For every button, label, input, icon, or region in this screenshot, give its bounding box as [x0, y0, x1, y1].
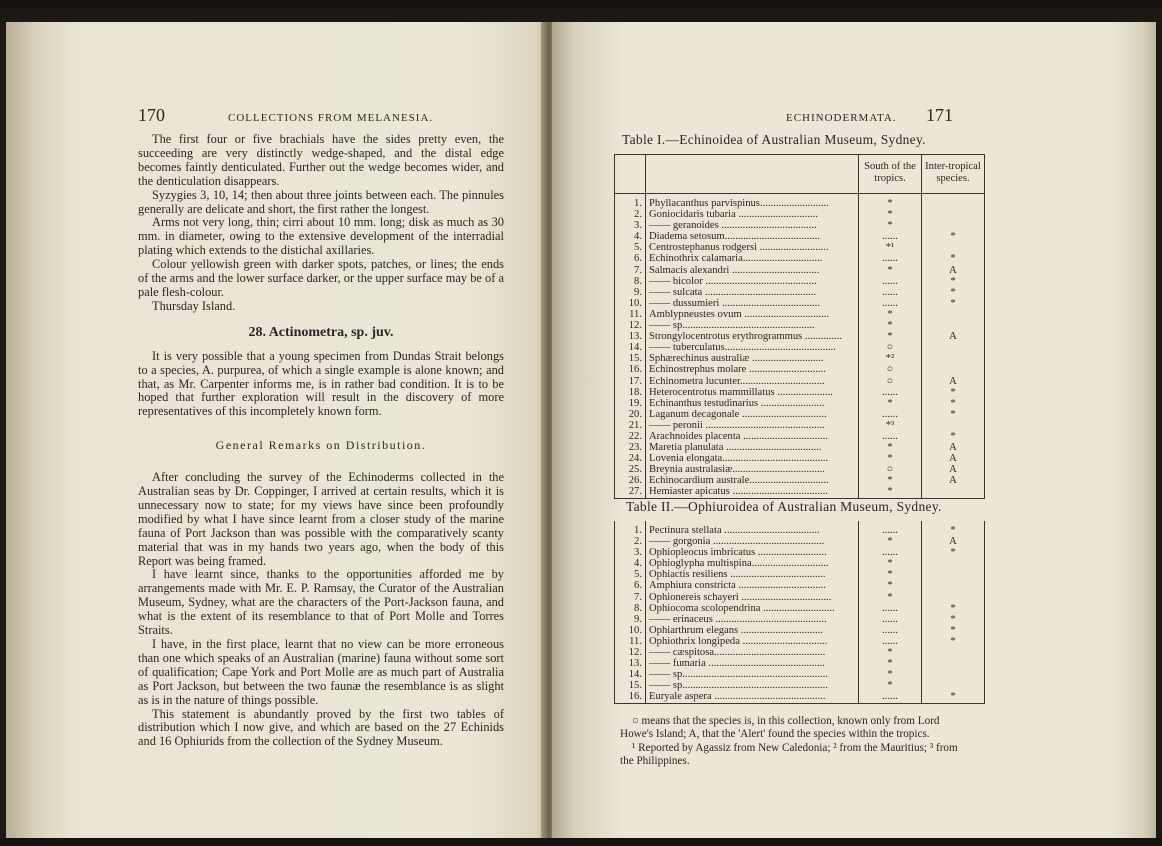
inter-mark: A	[949, 264, 957, 276]
south-mark: *	[859, 442, 922, 453]
table-notes	[620, 715, 960, 769]
table-row	[615, 464, 984, 475]
south-mark: *	[859, 658, 922, 669]
species-name: Salmacis alexandri .................................	[646, 265, 859, 276]
species-name: Euryale aspera ..........................................	[646, 691, 859, 702]
table1	[614, 154, 985, 499]
inter-mark: *	[950, 691, 956, 703]
row-number: 2.	[615, 536, 646, 547]
row-number: 16.	[615, 691, 646, 702]
species-name: Ophiocoma scolopendrina ...........................	[646, 603, 859, 614]
species-name: Centrostephanus rodgersi ..........................	[646, 242, 859, 253]
south-mark: *	[859, 398, 922, 409]
south-mark: *	[859, 647, 922, 658]
south-mark: *	[859, 194, 922, 210]
table-row	[615, 475, 984, 486]
inter-mark: *	[950, 297, 956, 309]
species-name: —— peronii .............................................	[646, 420, 859, 431]
species-name: Ophiopleocus imbricatus ..........................	[646, 547, 859, 558]
inter-mark: *	[950, 253, 956, 265]
species-name: Pectinura stellata ....................................	[646, 521, 859, 536]
species-name: Ophiothrix longipeda ................................	[646, 636, 859, 647]
south-mark: *³	[859, 420, 922, 431]
species-name: —— fumaria ............................................	[646, 658, 859, 669]
south-mark: *	[859, 580, 922, 591]
inter-mark: *	[950, 635, 956, 647]
inter-mark: A	[949, 464, 957, 476]
right-page	[552, 22, 1156, 838]
species-name: Echinometra lucunter................................	[646, 376, 859, 387]
inter-mark	[922, 558, 985, 569]
table2	[614, 521, 985, 704]
inter-mark	[922, 320, 985, 331]
south-mark: *	[859, 331, 922, 342]
body-paragraph: After concluding the survey of the Echinoderms collected in the Australian seas by Dr. Coppinger, I arrived at certain results, which it is unnecessary now to state; for my views have since been profoundly modified by what I have since learnt from a closer study of the marine fauna of Port Jackson than was possible with the comparatively scanty material that was in my hands two years ago, when the body of this Report was being framed.	[138, 470, 504, 568]
row-number: 22.	[615, 431, 646, 442]
inter-mark	[922, 364, 985, 375]
south-mark: *	[859, 680, 922, 691]
row-number: 7.	[615, 592, 646, 603]
row-number: 10.	[615, 298, 646, 309]
south-mark: ......	[859, 614, 922, 625]
south-mark: ......	[859, 287, 922, 298]
row-number: 27.	[615, 486, 646, 497]
species-name: Hemiaster apicatus ....................................	[646, 486, 859, 497]
south-mark: *	[859, 453, 922, 464]
south-mark: ○	[859, 342, 922, 353]
species-name: —— dussumieri .....................................	[646, 298, 859, 309]
species-name: Echinanthus testudinarius ........................	[646, 398, 859, 409]
row-number: 7.	[615, 265, 646, 276]
species-name: Ophiactis resiliens ....................................	[646, 569, 859, 580]
species-name: Echinothrix calamaria..............................	[646, 253, 859, 264]
inter-mark: *	[950, 525, 956, 536]
south-mark: *	[859, 265, 922, 276]
species-name: Sphærechinus australiæ ...........................	[646, 353, 859, 364]
table-row	[615, 253, 984, 264]
species-name: Breynia australasiæ...................................	[646, 464, 859, 475]
note-footnotes: ¹ Reported by Agassiz from New Caledonia; ² from the Mauritius; ³ from the Philippines.	[620, 742, 958, 767]
south-mark: ......	[859, 298, 922, 309]
inter-mark	[922, 680, 985, 691]
inter-mark: A	[949, 442, 957, 454]
inter-mark: *	[950, 286, 956, 298]
table-row	[615, 558, 984, 569]
row-number: 6.	[615, 253, 646, 264]
body-paragraph: Colour yellowish green with darker spots, patches, or lines; the ends of the arms and the lower surface darker, or the upper surface may be of a pale flesh-colour.	[138, 257, 504, 299]
table-row	[615, 547, 984, 558]
south-mark: *²	[859, 353, 922, 364]
south-mark: ○	[859, 464, 922, 475]
table-row	[615, 376, 984, 387]
body-paragraph: The first four or five brachials have the sides pretty even, the succeeding are very distinctly wedge-shaped, and the distal edge becomes faintly denticulated. Further out the wedge becomes wider, and the denticulation disappears.	[138, 132, 504, 188]
paragraphs-bottom	[138, 471, 504, 749]
row-number: 25.	[615, 464, 646, 475]
row-number: 3.	[615, 547, 646, 558]
row-number: 4.	[615, 231, 646, 242]
species-name: Echinostrephus molare .............................	[646, 364, 859, 375]
row-number: 17.	[615, 376, 646, 387]
inter-mark	[922, 592, 985, 603]
species-name: —— geranoides ....................................	[646, 220, 859, 231]
south-mark: *	[859, 558, 922, 569]
running-head-right: ECHINODERMATA.	[786, 112, 897, 124]
table-row	[615, 409, 984, 420]
inter-mark	[922, 309, 985, 320]
south-mark: ○	[859, 364, 922, 375]
table-row	[615, 453, 984, 464]
inter-mark: A	[949, 536, 957, 548]
south-mark: *	[859, 209, 922, 220]
inter-mark	[922, 420, 985, 431]
inter-mark	[922, 220, 985, 231]
species-name: Ophioglypha multispina.............................	[646, 558, 859, 569]
paragraphs-top	[138, 133, 504, 314]
table-row	[615, 220, 984, 231]
body-paragraph: Thursday Island.	[152, 298, 236, 313]
inter-mark: A	[949, 453, 957, 465]
table-row	[615, 486, 984, 497]
species-name: —— tuberculatus..........................................	[646, 342, 859, 353]
table-row	[615, 580, 984, 591]
species-name: Amblypneustes ovum ................................	[646, 309, 859, 320]
inter-mark	[922, 194, 985, 210]
body-paragraph: Arms not very long, thin; cirri about 10 mm. long; disk as much as 30 mm. in diameter, owing to the extensive development of the interradial plating which extends to the distichal axillaries.	[138, 215, 504, 258]
inter-mark: *	[950, 613, 956, 625]
row-number: 15.	[615, 680, 646, 691]
row-number: 5.	[615, 242, 646, 253]
inter-mark: *	[950, 386, 956, 398]
south-mark: *	[859, 486, 922, 497]
species-name: —— sulcata ..........................................	[646, 287, 859, 298]
row-number: 20.	[615, 409, 646, 420]
inter-mark	[922, 242, 985, 253]
south-mark: ......	[859, 276, 922, 287]
row-number: 1.	[615, 521, 646, 536]
species-name: Amphiura constricta .................................	[646, 580, 859, 591]
table-row	[615, 431, 984, 442]
book-spread	[0, 8, 1162, 838]
row-number: 13.	[615, 658, 646, 669]
left-page	[6, 22, 550, 838]
species-name: Laganum decagonale ................................	[646, 409, 859, 420]
species-name: Heterocentrotus mammillatus .....................	[646, 387, 859, 398]
south-mark: *	[859, 592, 922, 603]
table-row	[615, 680, 984, 691]
inter-mark: A	[949, 331, 957, 343]
row-number: 9.	[615, 287, 646, 298]
species-name: Arachnoides placenta ................................	[646, 431, 859, 442]
row-number: 3.	[615, 220, 646, 231]
row-number: 14.	[615, 342, 646, 353]
species-name: Maretia planulata ....................................	[646, 442, 859, 453]
table-row	[615, 276, 984, 287]
page-number-left: 170	[138, 105, 165, 125]
species-name: —— erinaceus ..........................................	[646, 614, 859, 625]
inter-mark: *	[950, 624, 956, 636]
south-mark: *	[859, 536, 922, 547]
south-mark: ......	[859, 253, 922, 264]
inter-mark: A	[949, 475, 957, 487]
species-name: Lovenia elongata........................................	[646, 453, 859, 464]
species-name: Ophiarthrum elegans ...............................	[646, 625, 859, 636]
south-mark: ......	[859, 603, 922, 614]
inter-mark: *	[950, 602, 956, 614]
inter-mark	[922, 647, 985, 658]
south-mark: ......	[859, 231, 922, 242]
body-paragraph: Syzygies 3, 10, 14; then about three joints between each. The pinnules generally are delicate and short, the first rather the longest.	[138, 187, 504, 216]
species-name: —— cæspitosa..........................................	[646, 647, 859, 658]
species-name: Echinocardium australe..............................	[646, 475, 859, 486]
page-number-right: 171	[926, 105, 953, 125]
table-row	[615, 669, 984, 680]
table-row	[615, 442, 984, 453]
body-paragraph: I have learnt since, thanks to the opportunities afforded me by arrangements made with Mr. E. P. Ramsay, the Curator of the Australian Museum, Sydney, what are the characters of the Port-Jackson fauna, and what is the extent of its resemblance to that of Port Molle and Torres Straits.	[138, 567, 504, 638]
body-paragraph: I have, in the first place, learnt that no view can be more erroneous than one which speaks of an Australian (marine) fauna without some sort of qualification; Cape York and Port Molle are as much part of Australia as Port Jackson, but between the two faunæ the resemblance is as slight as is in the nature of things possible.	[138, 637, 504, 707]
table-row	[615, 536, 984, 547]
table-row	[615, 636, 984, 647]
table-row	[615, 521, 984, 536]
inter-mark: *	[950, 430, 956, 442]
row-number: 8.	[615, 603, 646, 614]
species-name: —— sp.......................................................	[646, 680, 859, 691]
table-row	[615, 603, 984, 614]
south-mark: ......	[859, 547, 922, 558]
south-mark: *	[859, 475, 922, 486]
table-row	[615, 287, 984, 298]
note-symbols: ○ means that the species is, in this collection, known only from Lord Howe's Island; A, that the 'Alert' found the species within the tropics.	[620, 715, 940, 740]
table-row	[615, 265, 984, 276]
table-row	[615, 398, 984, 409]
inter-mark	[922, 342, 985, 353]
south-mark: *	[859, 320, 922, 331]
row-number: 6.	[615, 580, 646, 591]
table-row	[615, 420, 984, 431]
row-number: 14.	[615, 669, 646, 680]
inter-mark	[922, 669, 985, 680]
row-number: 8.	[615, 276, 646, 287]
table-row	[615, 364, 984, 375]
south-mark: *¹	[859, 242, 922, 253]
species-name: —— sp..................................................	[646, 320, 859, 331]
south-mark: *	[859, 669, 922, 680]
inter-mark: *	[950, 547, 956, 559]
row-number: 10.	[615, 625, 646, 636]
south-mark: ......	[859, 431, 922, 442]
inter-mark	[922, 658, 985, 669]
table-row	[615, 647, 984, 658]
south-mark: *	[859, 569, 922, 580]
inter-mark: *	[950, 231, 956, 243]
row-number: 16.	[615, 364, 646, 375]
table-row	[615, 614, 984, 625]
col-inter-header: Inter-tropical species.	[922, 155, 985, 194]
species-name: —— gorgonia ..........................................	[646, 536, 859, 547]
row-number: 5.	[615, 569, 646, 580]
left-text-column	[138, 133, 504, 749]
table-row	[615, 231, 984, 242]
table2-title: Table II.—Ophiuroidea of Australian Museum, Sydney.	[626, 499, 942, 514]
south-mark: ......	[859, 691, 922, 702]
running-head-left: COLLECTIONS FROM MELANESIA.	[228, 112, 434, 124]
row-number: 2.	[615, 209, 646, 220]
species-name: Phyllacanthus parvispinus..........................	[646, 194, 859, 210]
species-paragraph: It is very possible that a young specimen from Dundas Strait belongs to a species, A. purpurea, of which a single example is alone known; and that, as Mr. Carpenter informs me, is in rather bad condition. It is to be hoped that further exploration will result in the discovery of more representatives of this incompletely known form.	[138, 348, 504, 419]
table-row	[615, 387, 984, 398]
species-heading: 28. Actinometra, sp. juv.	[248, 324, 394, 340]
row-number: 12.	[615, 647, 646, 658]
south-mark: ○	[859, 376, 922, 387]
species-name: Diadema setosum....................................	[646, 231, 859, 242]
table-row	[615, 342, 984, 353]
table-row	[615, 331, 984, 342]
inter-mark: *	[950, 397, 956, 409]
table-row	[615, 298, 984, 309]
row-number: 19.	[615, 398, 646, 409]
row-number: 15.	[615, 353, 646, 364]
south-mark: *	[859, 309, 922, 320]
table-row	[615, 242, 984, 253]
row-number: 13.	[615, 331, 646, 342]
row-number: 11.	[615, 636, 646, 647]
south-mark: *	[859, 220, 922, 231]
table1-title: Table I.—Echinoidea of Australian Museum, Sydney.	[622, 132, 926, 147]
table-row	[615, 592, 984, 603]
row-number: 26.	[615, 475, 646, 486]
inter-mark: *	[950, 408, 956, 420]
row-number: 1.	[615, 194, 646, 210]
species-name: —— sp.......................................................	[646, 669, 859, 680]
inter-mark	[922, 569, 985, 580]
inter-mark	[922, 580, 985, 591]
table-row	[615, 691, 984, 702]
row-number: 4.	[615, 558, 646, 569]
row-number: 11.	[615, 309, 646, 320]
table1-header	[615, 155, 984, 194]
inter-mark: *	[950, 275, 956, 287]
species-name: Goniocidaris tubaria ..............................	[646, 209, 859, 220]
row-number: 12.	[615, 320, 646, 331]
table-row	[615, 194, 984, 210]
table-row	[615, 625, 984, 636]
south-mark: ......	[859, 387, 922, 398]
south-mark: ......	[859, 636, 922, 647]
table-row	[615, 320, 984, 331]
section-heading: General Remarks on Distribution.	[215, 438, 427, 453]
south-mark: ......	[859, 625, 922, 636]
inter-mark	[922, 209, 985, 220]
table-row	[615, 209, 984, 220]
row-number: 23.	[615, 442, 646, 453]
row-number: 21.	[615, 420, 646, 431]
row-number: 18.	[615, 387, 646, 398]
body-paragraph: This statement is abundantly proved by the first two tables of distribution which I now give, and which are based on the 27 Echinids and 16 Ophiurids from the collection of the Sydney Museum.	[138, 706, 504, 749]
south-mark: ......	[859, 409, 922, 420]
table-row	[615, 658, 984, 669]
table-row	[615, 309, 984, 320]
inter-mark	[922, 486, 985, 497]
inter-mark: A	[949, 375, 957, 387]
row-number: 9.	[615, 614, 646, 625]
species-name: Strongylocentrotus erythrogrammus ..............	[646, 331, 859, 342]
col-south-header: South of the tropics.	[859, 155, 922, 194]
inter-mark	[922, 353, 985, 364]
table-row	[615, 569, 984, 580]
table-row	[615, 353, 984, 364]
row-number: 24.	[615, 453, 646, 464]
species-name: —— bicolor ..........................................	[646, 276, 859, 287]
south-mark: ......	[859, 521, 922, 536]
species-name: Ophionereis schayeri ..................................	[646, 592, 859, 603]
